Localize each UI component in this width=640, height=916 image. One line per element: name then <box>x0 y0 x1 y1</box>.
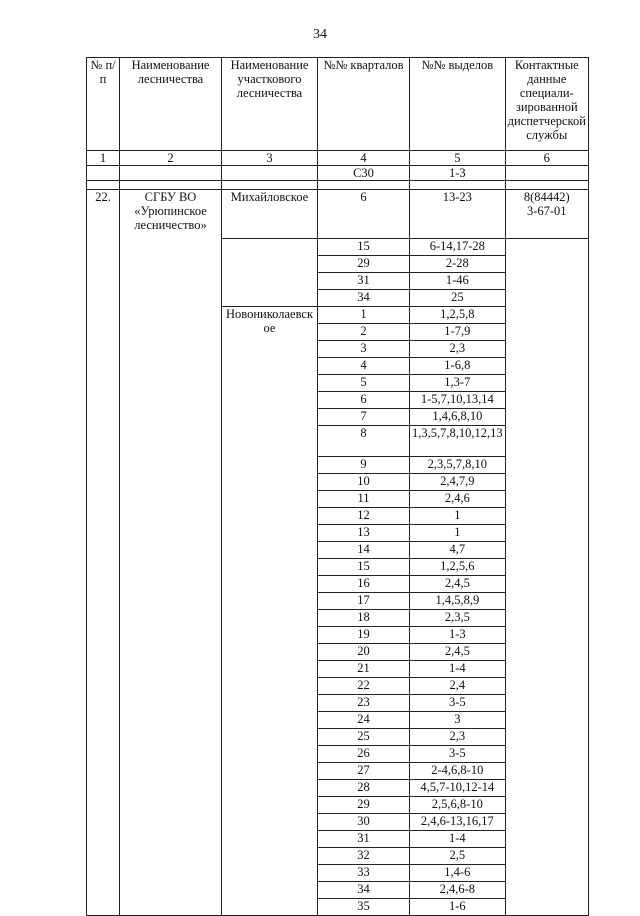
allotments-cell: 1-46 <box>410 273 506 290</box>
allotments-cell: 1-4 <box>410 831 506 848</box>
quarter-cell: 6 <box>318 392 410 409</box>
quarter-cell: 18 <box>318 610 410 627</box>
quarter-cell: 24 <box>318 712 410 729</box>
quarter-cell: 30 <box>318 814 410 831</box>
quarter-cell: 31 <box>318 273 410 290</box>
quarter-cell: 32 <box>318 848 410 865</box>
allotments-cell: 2,3,5,7,8,10 <box>410 457 506 474</box>
quarter-cell: 19 <box>318 627 410 644</box>
allotments-cell: 3-5 <box>410 746 506 763</box>
quarter-cell: С30 <box>318 166 410 181</box>
allotments-cell: 2,3 <box>410 729 506 746</box>
allotments-cell: 3-5 <box>410 695 506 712</box>
allotments-cell: 1-5,7,10,13,14 <box>410 392 506 409</box>
allotments-cell: 4,5,7-10,12-14 <box>410 780 506 797</box>
allotments-cell: 1-3 <box>410 627 506 644</box>
quarter-cell: 35 <box>318 899 410 916</box>
allotments-cell: 1,4,5,8,9 <box>410 593 506 610</box>
allotments-cell: 2,4,6-13,16,17 <box>410 814 506 831</box>
header-district: Наименование участкового лесничества <box>222 58 318 151</box>
column-number: 4 <box>318 151 410 166</box>
allotments-cell: 1,2,5,8 <box>410 307 506 324</box>
district-name: Новониколаевское <box>222 307 318 916</box>
quarter-cell: 1 <box>318 307 410 324</box>
quarter-cell: 5 <box>318 375 410 392</box>
allotments-cell: 6-14,17-28 <box>410 239 506 256</box>
allotments-cell: 1,4,6,8,10 <box>410 409 506 426</box>
allotments-cell: 2,4,7,9 <box>410 474 506 491</box>
allotments-cell: 2,3,5 <box>410 610 506 627</box>
column-number-row <box>87 151 589 166</box>
allotments-cell: 1-6,8 <box>410 358 506 375</box>
spacer-row <box>87 181 589 190</box>
quarter-cell: 11 <box>318 491 410 508</box>
continued-row <box>87 166 589 181</box>
quarter-cell: 16 <box>318 576 410 593</box>
allotments-cell: 25 <box>410 290 506 307</box>
allotments-cell: 2,4 <box>410 678 506 695</box>
header-allotments: №№ выделов <box>410 58 506 151</box>
quarter-cell: 34 <box>318 882 410 899</box>
allotments-cell: 2-28 <box>410 256 506 273</box>
quarter-cell: 17 <box>318 593 410 610</box>
contact-phone-code: 8(84442) <box>523 190 570 204</box>
allotments-cell: 1-6 <box>410 899 506 916</box>
allotments-cell: 1,4-6 <box>410 865 506 882</box>
allotments-cell: 1-7,9 <box>410 324 506 341</box>
allotments-cell: 2,5 <box>410 848 506 865</box>
quarter-cell: 29 <box>318 797 410 814</box>
column-number: 6 <box>505 151 588 166</box>
quarter-cell: 12 <box>318 508 410 525</box>
header-quarters: №№ кварталов <box>318 58 410 151</box>
quarter-cell: 7 <box>318 409 410 426</box>
header-no: № п/п <box>87 58 120 151</box>
quarter-cell: 6 <box>318 190 410 239</box>
header-forestry: Наименование лесничества <box>120 58 222 151</box>
district-continued <box>222 239 318 307</box>
quarter-cell: 25 <box>318 729 410 746</box>
quarter-cell: 31 <box>318 831 410 848</box>
quarter-cell: 23 <box>318 695 410 712</box>
quarter-cell: 28 <box>318 780 410 797</box>
quarter-cell: 4 <box>318 358 410 375</box>
quarter-cell: 26 <box>318 746 410 763</box>
entry-number: 22. <box>87 190 120 916</box>
allotments-cell: 2,4,6-8 <box>410 882 506 899</box>
contact-continued <box>505 239 588 916</box>
quarter-cell: 21 <box>318 661 410 678</box>
allotments-cell: 13-23 <box>410 190 506 239</box>
allotments-cell: 2,4,6 <box>410 491 506 508</box>
forestry-table <box>86 57 589 916</box>
column-number: 3 <box>222 151 318 166</box>
quarter-cell: 9 <box>318 457 410 474</box>
quarter-cell: 20 <box>318 644 410 661</box>
allotments-cell: 2-4,6,8-10 <box>410 763 506 780</box>
quarter-cell: 10 <box>318 474 410 491</box>
quarter-cell: 33 <box>318 865 410 882</box>
quarter-cell: 22 <box>318 678 410 695</box>
contact-cell <box>505 190 588 239</box>
column-number: 1 <box>87 151 120 166</box>
allotments-cell: 2,4,5 <box>410 576 506 593</box>
quarter-cell: 14 <box>318 542 410 559</box>
quarter-cell: 8 <box>318 426 410 457</box>
quarter-cell: 15 <box>318 559 410 576</box>
header-contacts: Контактные данные специали-зированной диспетчерской службы <box>505 58 588 151</box>
allotments-cell: 4,7 <box>410 542 506 559</box>
allotments-cell: 2,4,5 <box>410 644 506 661</box>
quarter-cell: 27 <box>318 763 410 780</box>
allotments-cell: 1,3-7 <box>410 375 506 392</box>
column-number: 5 <box>410 151 506 166</box>
allotments-cell: 1,3,5,7,8,10,12,13 <box>410 426 506 457</box>
allotments-cell: 1 <box>410 508 506 525</box>
allotments-cell: 2,3 <box>410 341 506 358</box>
allotments-cell: 1-4 <box>410 661 506 678</box>
column-number: 2 <box>120 151 222 166</box>
quarter-cell: 15 <box>318 239 410 256</box>
quarter-cell: 2 <box>318 324 410 341</box>
page-number: 34 <box>313 27 327 42</box>
allotments-cell: 3 <box>410 712 506 729</box>
quarter-cell: 29 <box>318 256 410 273</box>
allotments-cell: 1 <box>410 525 506 542</box>
forestry-name: СГБУ ВО «Урюпинское лесничество» <box>120 190 222 916</box>
quarter-cell: 3 <box>318 341 410 358</box>
quarter-cell: 34 <box>318 290 410 307</box>
allotments-cell: 1-3 <box>410 166 506 181</box>
contact-phone-number: 3-67-01 <box>526 204 567 218</box>
header-row <box>87 58 589 151</box>
allotments-cell: 2,5,6,8-10 <box>410 797 506 814</box>
table-row <box>87 190 589 239</box>
district-name: Михайловское <box>222 190 318 239</box>
quarter-cell: 13 <box>318 525 410 542</box>
allotments-cell: 1,2,5,6 <box>410 559 506 576</box>
